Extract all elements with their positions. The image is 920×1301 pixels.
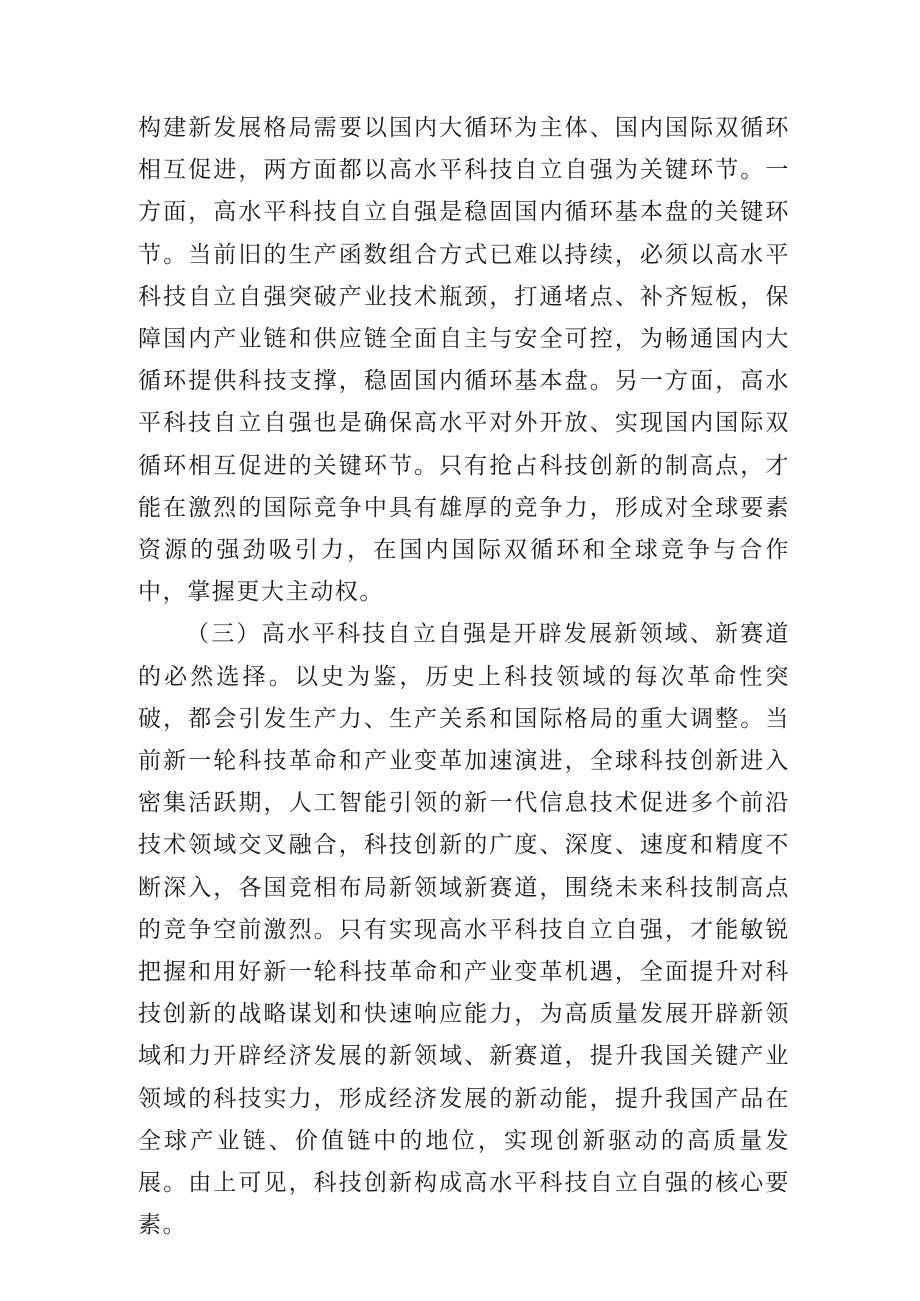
paragraph-continuation: 构建新发展格局需要以国内大循环为主体、国内国际双循环相互促进，两方面都以高水平科技自立自强为关键环节。一方面，高水平科技自立自强是稳固国内循环基本盘的关键环节。当前旧的生产函数组合方式已难以持续，必须以高水平科技自立自强突破产业技术瓶颈，打通堵点、补齐短板，保障国内产业链和供应链全面自主与安全可控，为畅通国内大循环提供科技支撑，稳固国内循环基本盘。另一方面，高水平科技自立自强也是确保高水平对外开放、实现国内国际双循环相互促进的关键环节。只有抢占科技创新的制高点，才能在激烈的国际竞争中具有雄厚的竞争力，形成对全球要素资源的强劲吸引力，在国内国际双循环和全球竞争与合作中，掌握更大主动权。 [138, 115, 790, 606]
document-body [138, 107, 790, 1246]
paragraph-section-three: （三）高水平科技自立自强是开辟发展新领域、新赛道的必然选择。以史为鉴，历史上科技领域的每次革命性突破，都会引发生产力、生产关系和国际格局的重大调整。当前新一轮科技革命和产业变革加速演进，全球科技创新进入密集活跃期，人工智能引领的新一代信息技术促进多个前沿技术领域交叉融合，科技创新的广度、深度、速度和精度不断深入，各国竞相布局新领域新赛道，围绕未来科技制高点的竞争空前激烈。只有实现高水平科技自立自强，才能敏锐把握和用好新一轮科技革命和产业变革机遇，全面提升对科技创新的战略谋划和快速响应能力，为高质量发展开辟新领域和力开辟经济发展的新领域、新赛道，提升我国关键产业领域的科技实力，形成经济发展的新动能，提升我国产品在全球产业链、价值链中的地位，实现创新驱动的高质量发展。由上可见，科技创新构成高水平科技自立自强的核心要素。 [138, 621, 790, 1239]
